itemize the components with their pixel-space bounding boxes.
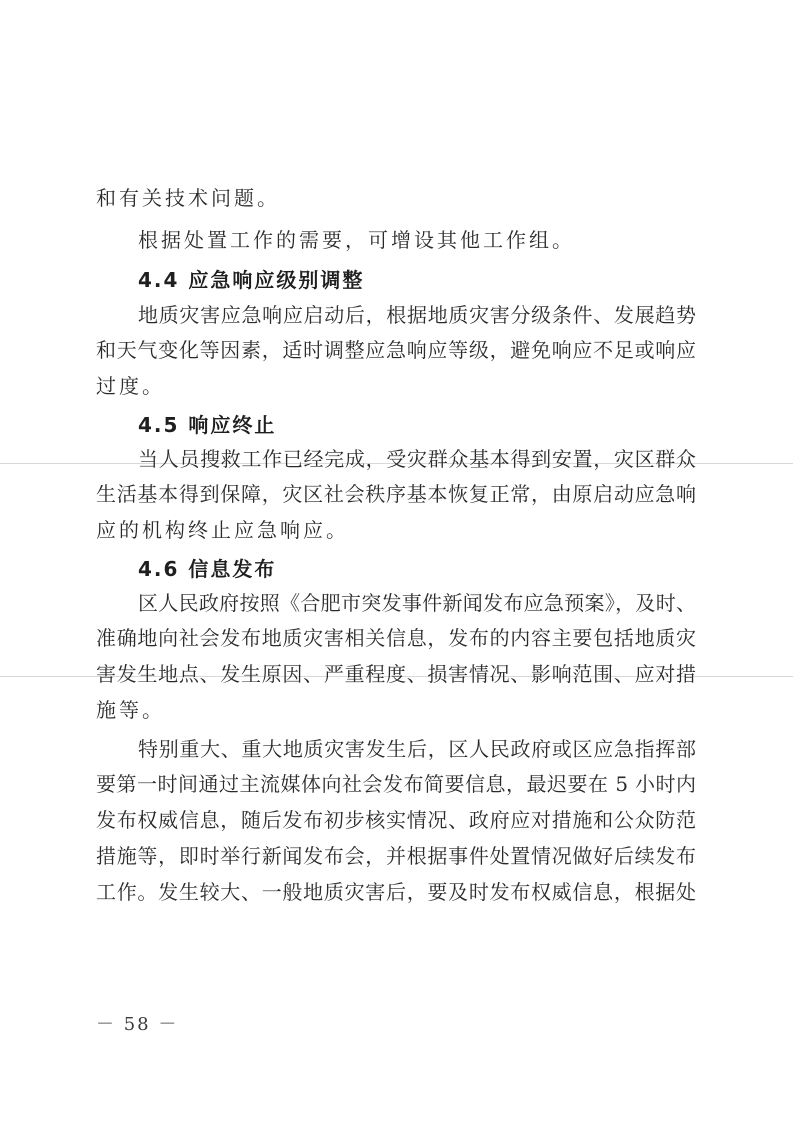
body-text-line: 过度。	[96, 374, 165, 398]
body-text-line: 根据处置工作的需要，可增设其他工作组。	[138, 228, 575, 252]
body-text-line: 要第一时间通过主流媒体向社会发布简要信息，最迟要在 5 小时内	[96, 772, 696, 796]
body-text-line: 发布权威信息，随后发布初步核实情况、政府应对措施和公众防范	[96, 808, 696, 832]
body-text-line: 特别重大、重大地质灾害发生后，区人民政府或区应急指挥部	[138, 737, 696, 761]
body-text-line: 和有关技术问题。	[96, 186, 280, 210]
body-text-line: 区人民政府按照《合肥市突发事件新闻发布应急预案》，及时、	[138, 591, 696, 615]
section-heading-4-5: 4.5 响应终止	[138, 413, 277, 437]
section-heading-4-4: 4.4 应急响应级别调整	[138, 268, 365, 292]
body-text-line: 应的机构终止应急响应。	[96, 518, 349, 542]
page-number: － 58 －	[96, 1014, 179, 1035]
body-text-line: 生活基本得到保障，灾区社会秩序基本恢复正常，由原启动应急响	[96, 482, 696, 506]
body-text-line: 工作。发生较大、一般地质灾害后，要及时发布权威信息，根据处	[96, 880, 696, 904]
body-text-line: 措施等，即时举行新闻发布会，并根据事件处置情况做好后续发布	[96, 844, 696, 868]
body-text-line: 当人员搜救工作已经完成，受灾群众基本得到安置，灾区群众	[138, 447, 696, 471]
body-text-line: 和天气变化等因素，适时调整应急响应等级，避免响应不足或响应	[96, 338, 696, 362]
body-text-line: 施等。	[96, 698, 165, 722]
body-text-line: 准确地向社会发布地质灾害相关信息，发布的内容主要包括地质灾	[96, 626, 696, 650]
body-text-line: 害发生地点、发生原因、严重程度、损害情况、影响范围、应对措	[96, 662, 696, 686]
body-text-line: 地质灾害应急响应启动后，根据地质灾害分级条件、发展趋势	[138, 303, 696, 327]
section-heading-4-6: 4.6 信息发布	[138, 557, 277, 581]
